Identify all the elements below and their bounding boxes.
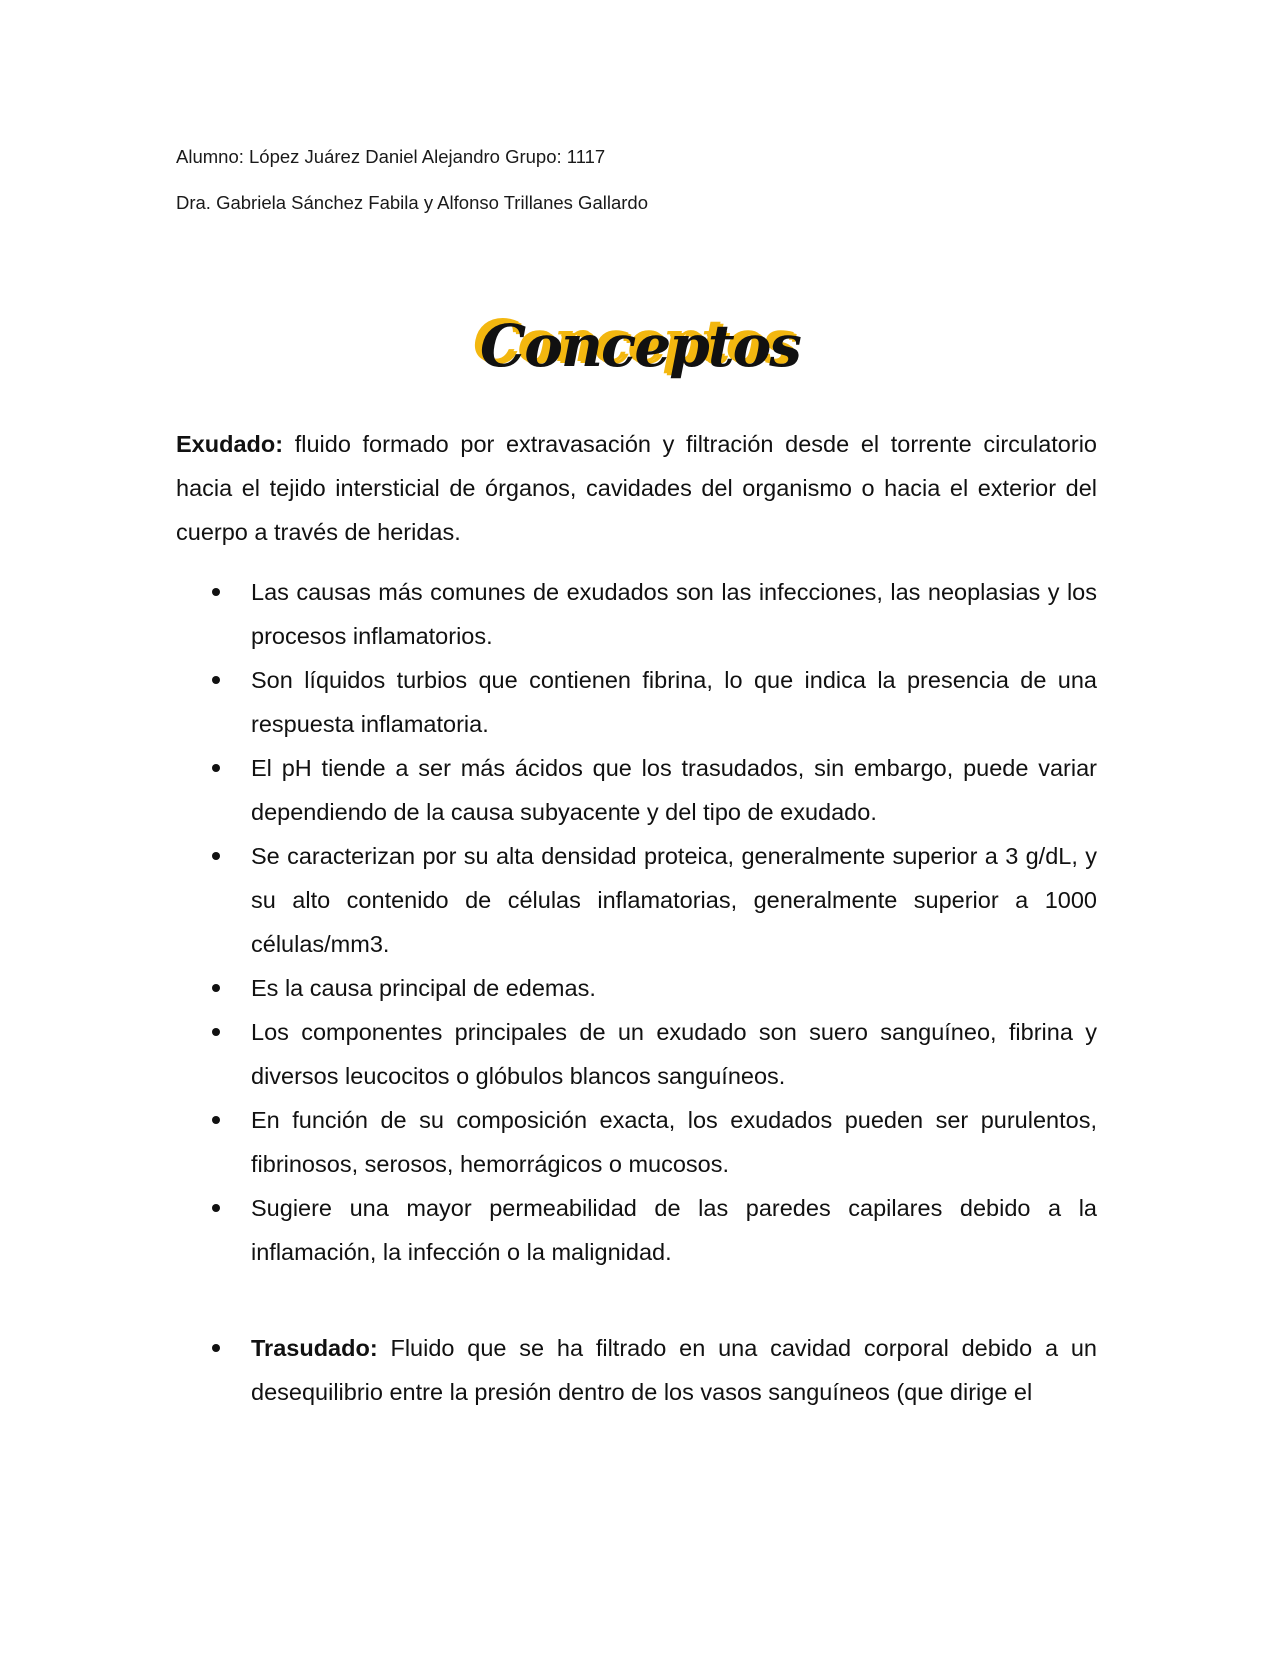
list-item-text: El pH tiende a ser más ácidos que los trasudados, sin embargo, puede variar dependiendo de la causa subyacente y del tipo de exudado. [251, 755, 1097, 825]
list-item-text: Las causas más comunes de exudados son las infecciones, las neoplasias y los procesos inflamatorios. [251, 579, 1097, 649]
list-item [176, 1186, 1097, 1274]
exudado-term: Exudado: [176, 431, 284, 457]
bullet-icon [212, 764, 220, 772]
list-item-text: Son líquidos turbios que contienen fibrina, lo que indica la presencia de una respuesta inflamatoria. [251, 667, 1097, 737]
bullet-icon [212, 984, 220, 992]
list-item [176, 966, 1097, 1010]
bullet-icon [212, 1116, 220, 1124]
list-item-text: Sugiere una mayor permeabilidad de las paredes capilares debido a la inflamación, la infección o la malignidad. [251, 1195, 1097, 1265]
exudado-bullet-list [176, 570, 1097, 1274]
bullet-icon [212, 852, 220, 860]
bullet-icon [212, 1204, 220, 1212]
list-item-text: Los componentes principales de un exudado son suero sanguíneo, fibrina y diversos leucocitos o glóbulos blancos sanguíneos. [251, 1019, 1097, 1089]
exudado-definition [176, 422, 1097, 554]
trasudado-bullet-list [176, 1326, 1097, 1414]
list-item-text: En función de su composición exacta, los exudados pueden ser purulentos, fibrinosos, serosos, hemorrágicos o mucosos. [251, 1107, 1097, 1177]
bullet-icon [212, 676, 220, 684]
list-item [176, 1326, 1097, 1414]
bullet-icon [212, 1028, 220, 1036]
bullet-icon [212, 588, 220, 596]
list-item [176, 570, 1097, 658]
list-item-text: Es la causa principal de edemas. [251, 975, 596, 1001]
student-line: Alumno: López Juárez Daniel Alejandro Grupo: 1117 [176, 146, 606, 167]
bullet-icon [212, 1344, 220, 1352]
teachers-line: Dra. Gabriela Sánchez Fabila y Alfonso Trillanes Gallardo [176, 192, 648, 213]
page-title: Conceptos [480, 312, 800, 380]
trasudado-term: Trasudado: [251, 1335, 378, 1361]
exudado-definition-text: fluido formado por extravasación y filtración desde el torrente circulatorio hacia el tejido intersticial de órganos, cavidades del organismo o hacia el exterior del cuerpo a través de heridas. [176, 431, 1097, 545]
list-item [176, 746, 1097, 834]
document-header [176, 146, 648, 238]
list-item [176, 658, 1097, 746]
title-container [0, 306, 1280, 386]
list-item [176, 1010, 1097, 1098]
trasudado-definition-text: Fluido que se ha filtrado en una cavidad corporal debido a un desequilibrio entre la presión dentro de los vasos sanguíneos (que dirige el [251, 1335, 1097, 1405]
list-item [176, 834, 1097, 966]
list-item-text: Se caracterizan por su alta densidad proteica, generalmente superior a 3 g/dL, y su alto contenido de células inflamatorias, generalmente superior a 1000 células/mm3. [251, 843, 1097, 957]
list-item [176, 1098, 1097, 1186]
